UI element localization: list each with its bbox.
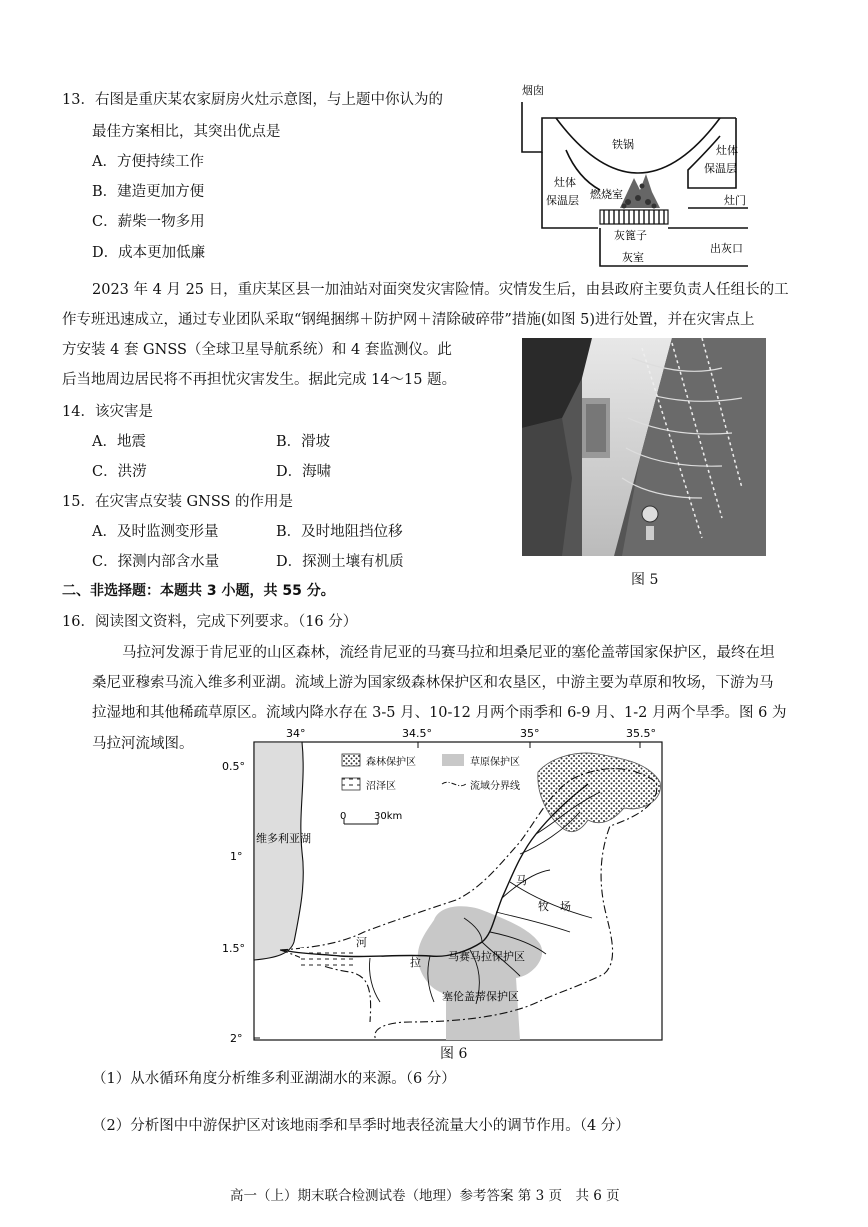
q15-option-d: D．探测土壤有机质 <box>276 554 404 570</box>
q13-stem-line1: 13．右图是重庆某农家厨房火灶示意图，与上题中你认为的 <box>62 92 443 108</box>
stove-diagram <box>508 78 768 272</box>
scale-zero: 0 <box>340 811 347 822</box>
label-door: 灶门 <box>724 194 746 207</box>
legend-forest-swatch <box>342 754 360 766</box>
label-insul-right-2: 保温层 <box>704 162 737 175</box>
q16-stem: 16．阅读图文资料，完成下列要求。（16 分） <box>62 614 358 630</box>
q15-stem: 15．在灾害点安装 GNSS 的作用是 <box>62 494 294 510</box>
fig6-caption: 图 6 <box>440 1046 468 1062</box>
intro-line3: 方安装 4 套 GNSS（全球卫星导航系统）和 4 套监测仪。此 <box>62 342 452 358</box>
lon-tick-35: 35° <box>520 727 540 740</box>
fig5-caption: 图 5 <box>631 572 659 588</box>
lon-tick-35-5: 35.5° <box>626 727 656 740</box>
q16-para-line2: 桑尼亚穆索马流入维多利亚湖。流域上游为国家级森林保护区和农垦区，中游主要为草原和牧场，下游为马 <box>92 675 774 691</box>
legend-grass-swatch <box>442 754 464 766</box>
q13-stem-line2: 最佳方案相比，其突出优点是 <box>92 124 281 140</box>
label-chimney: 烟囱 <box>522 84 544 97</box>
fire-icon <box>620 174 660 209</box>
legend-boundary-label: 流域分界线 <box>470 781 520 792</box>
masai-mara-label: 马赛马拉保护区 <box>448 950 525 963</box>
lat-tick-2: 2° <box>230 1032 243 1044</box>
legend-grass-label: 草原保护区 <box>470 757 520 768</box>
q14-option-b: B．滑坡 <box>276 434 331 450</box>
serengeti-label: 塞伦盖蒂保护区 <box>442 990 519 1003</box>
q13-option-b: B．建造更加方便 <box>92 184 205 200</box>
q13-option-a: A．方便持续工作 <box>92 154 204 170</box>
q13-option-d: D．成本更加低廉 <box>92 245 206 261</box>
lake-victoria <box>254 742 303 960</box>
label-ash-out: 出灰口 <box>710 242 743 255</box>
label-insul-right-1: 灶体 <box>716 144 738 157</box>
q14-option-c: C．洪涝 <box>92 464 147 480</box>
intro-line4: 后当地周边居民将不再担忧灾害发生。据此完成 14～15 题。 <box>62 372 457 388</box>
label-chamber: 燃烧室 <box>590 188 623 201</box>
page-footer: 高一（上）期末联合检测试卷（地理）参考答案 第 3 页 共 6 页 <box>230 1188 620 1204</box>
label-ash-room: 灰室 <box>622 251 644 264</box>
chimney-shape <box>522 102 556 152</box>
lon-tick-34: 34° <box>286 727 306 740</box>
legend-forest-label: 森林保护区 <box>366 757 416 768</box>
q14-option-a: A．地震 <box>92 434 146 450</box>
scale-length: 30km <box>374 811 403 822</box>
q15-option-c: C．探测内部含水量 <box>92 554 220 570</box>
q16-para-line4: 马拉河流域图。 <box>92 736 194 752</box>
river-char-he: 河 <box>356 936 367 949</box>
mara-basin-map <box>220 722 668 1044</box>
lat-tick-1-5: 1.5° <box>222 942 245 955</box>
lat-tick-1: 1° <box>230 850 243 863</box>
pot-shape <box>556 118 720 173</box>
disaster-photo <box>522 338 766 556</box>
q16-sub2: （2）分析图中中游保护区对该地雨季和旱季时地表径流量大小的调节作用。（4 分） <box>92 1118 630 1134</box>
q16-para-line3: 拉湿地和其他稀疏草原区。流域内降水存在 3-5 月、10-12 月两个雨季和 6-9 月、1-2 月两个旱季。图 6 为 <box>92 705 787 721</box>
lat-tick-0-5: 0.5° <box>222 760 245 773</box>
river-char-ma: 马 <box>516 874 527 887</box>
lake-label: 维多利亚湖 <box>256 832 311 845</box>
q14-option-d: D．海啸 <box>276 464 332 480</box>
q13-option-c: C．薪柴一物多用 <box>92 214 205 230</box>
q15-option-a: A．及时监测变形量 <box>92 524 219 540</box>
label-insul-left-2: 保温层 <box>546 194 579 207</box>
intro-line1: 2023 年 4 月 25 日，重庆某区县一加油站对面突发灾害险情。灾情发生后，由县政府主要负责人任组长的工 <box>92 282 789 298</box>
legend-marsh-label: 沼泽区 <box>366 781 396 792</box>
pasture-label: 牧 场 <box>538 900 571 913</box>
label-grate: 灰篦子 <box>614 229 647 242</box>
intro-line2: 作专班迅速成立，通过专业团队采取“钢绳捆绑＋防护网＋清除破碎带”措施(如图 5)进行处置，并在灾害点上 <box>62 312 755 328</box>
river-char-la: 拉 <box>410 956 421 969</box>
label-pot: 铁锅 <box>612 138 634 151</box>
q15-option-b: B．及时地阻挡位移 <box>276 524 403 540</box>
lon-tick-34-5: 34.5° <box>402 727 432 740</box>
q16-para-line1: 马拉河发源于肯尼亚的山区森林，流经肯尼亚的马赛马拉和坦桑尼亚的塞伦盖蒂国家保护区，最终在坦 <box>122 645 775 661</box>
q16-sub1: （1）从水循环角度分析维多利亚湖湖水的来源。（6 分） <box>92 1071 456 1087</box>
legend-marsh-swatch <box>342 778 360 790</box>
label-insul-left-1: 灶体 <box>554 176 576 189</box>
section2-heading: 二、非选择题：本题共 3 小题，共 55 分。 <box>62 583 335 599</box>
q14-stem: 14．该灾害是 <box>62 404 153 420</box>
